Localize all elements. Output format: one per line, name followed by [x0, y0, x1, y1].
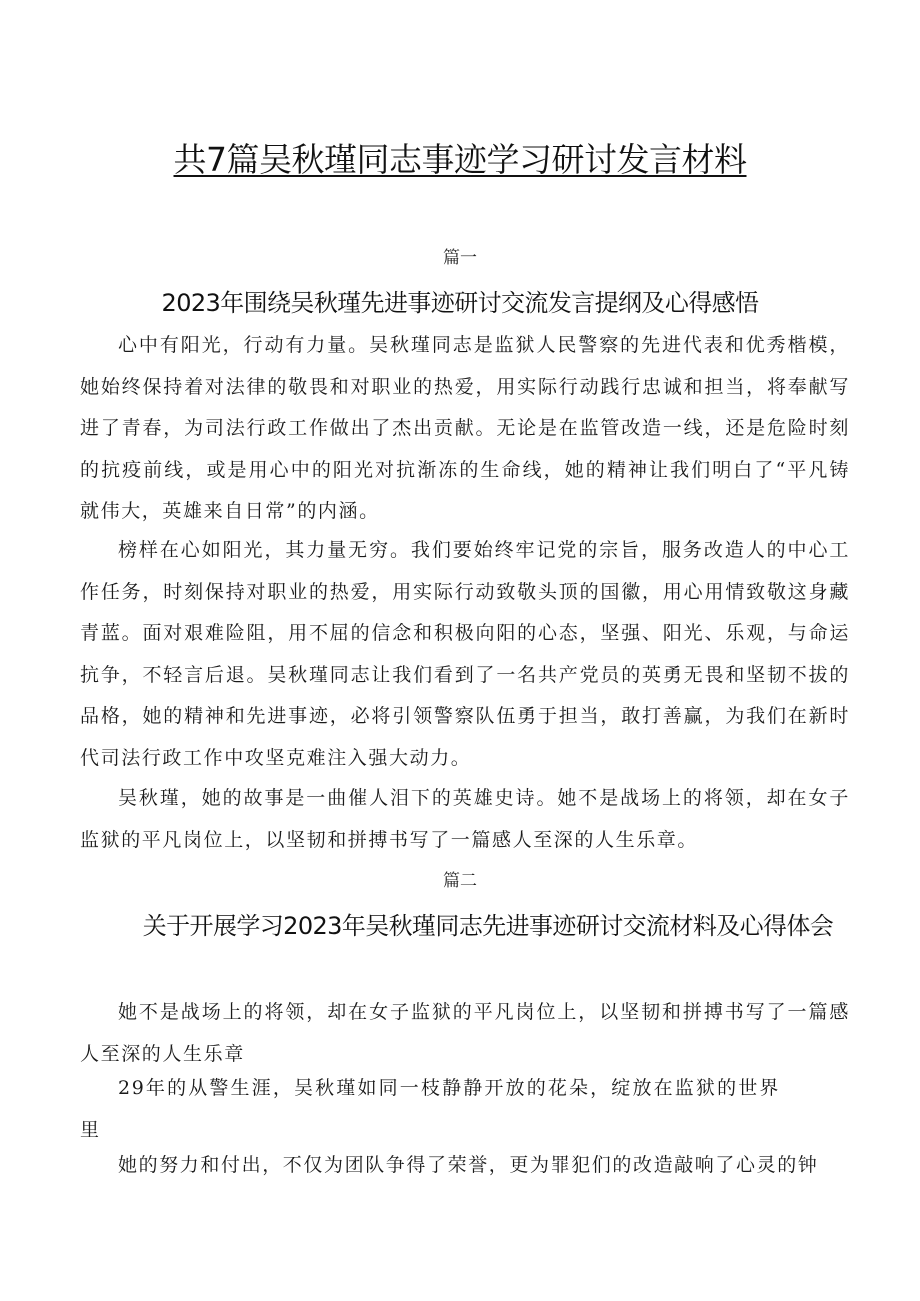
section-2-label: 篇二 — [443, 871, 477, 891]
section-2-paragraph-1: 她不是战场上的将领，却在女子监狱的平凡岗位上，以坚韧和拼搏书写了一篇感人至深的人生乐章 — [80, 1001, 850, 1065]
section-1-heading: 2023年围绕吴秋瑾先进事迹研讨交流发言提纲及心得感悟 — [161, 289, 759, 317]
document-title: 共7篇吴秋瑾同志事迹学习研讨发言材料 — [173, 140, 747, 179]
section-2-heading: 关于开展学习2023年吴秋瑾同志先进事迹研讨交流材料及心得体会 — [142, 912, 834, 940]
section-1-label: 篇一 — [443, 248, 477, 268]
section-1-paragraph-1: 心中有阳光，行动有力量。吴秋瑾同志是监狱人民警察的先进代表和优秀楷模，她始终保持着对法律的敬畏和对职业的热爱，用实际行动践行忠诚和担当，将奉献写进了青春，为司法行政工作做出了杰出贡献。无论是在监管改造一线，还是危险时刻的抗疫前线，或是用心中的阳光对抗渐冻的生命线，她的精神让我们明白了“平凡铸就伟大，英雄来自日常”的内涵。 — [80, 334, 850, 522]
section-2-paragraph-3: 她的努力和付出，不仅为团队争得了荣誉，更为罪犯们的改造敲响了心灵的钟 — [118, 1154, 819, 1176]
section-1-paragraph-3: 吴秋瑾，她的故事是一曲催人泪下的英雄史诗。她不是战场上的将领，却在女子监狱的平凡岗位上，以坚韧和拼搏书写了一篇感人至深的人生乐章。 — [80, 787, 850, 851]
section-1-paragraph-2: 榜样在心如阳光，其力量无穷。我们要始终牢记党的宗旨，服务改造人的中心工作任务，时刻保持对职业的热爱，用实际行动致敬头顶的国徽，用心用情致敬这身藏青蓝。面对艰难险阻，用不屈的信念和积极向阳的心态，坚强、阳光、乐观，与命运抗争，不轻言后退。吴秋瑾同志让我们看到了一名共产党员的英勇无畏和坚韧不拔的品格，她的精神和先进事迹，必将引领警察队伍勇于担当，敢打善赢，为我们在新时代司法行政工作中攻坚克难注入强大动力。 — [80, 539, 850, 769]
section-2-paragraph-2: 29年的从警生涯，吴秋瑾如同一枝静静开放的花朵，绽放在监狱的世界里 — [80, 1077, 780, 1141]
